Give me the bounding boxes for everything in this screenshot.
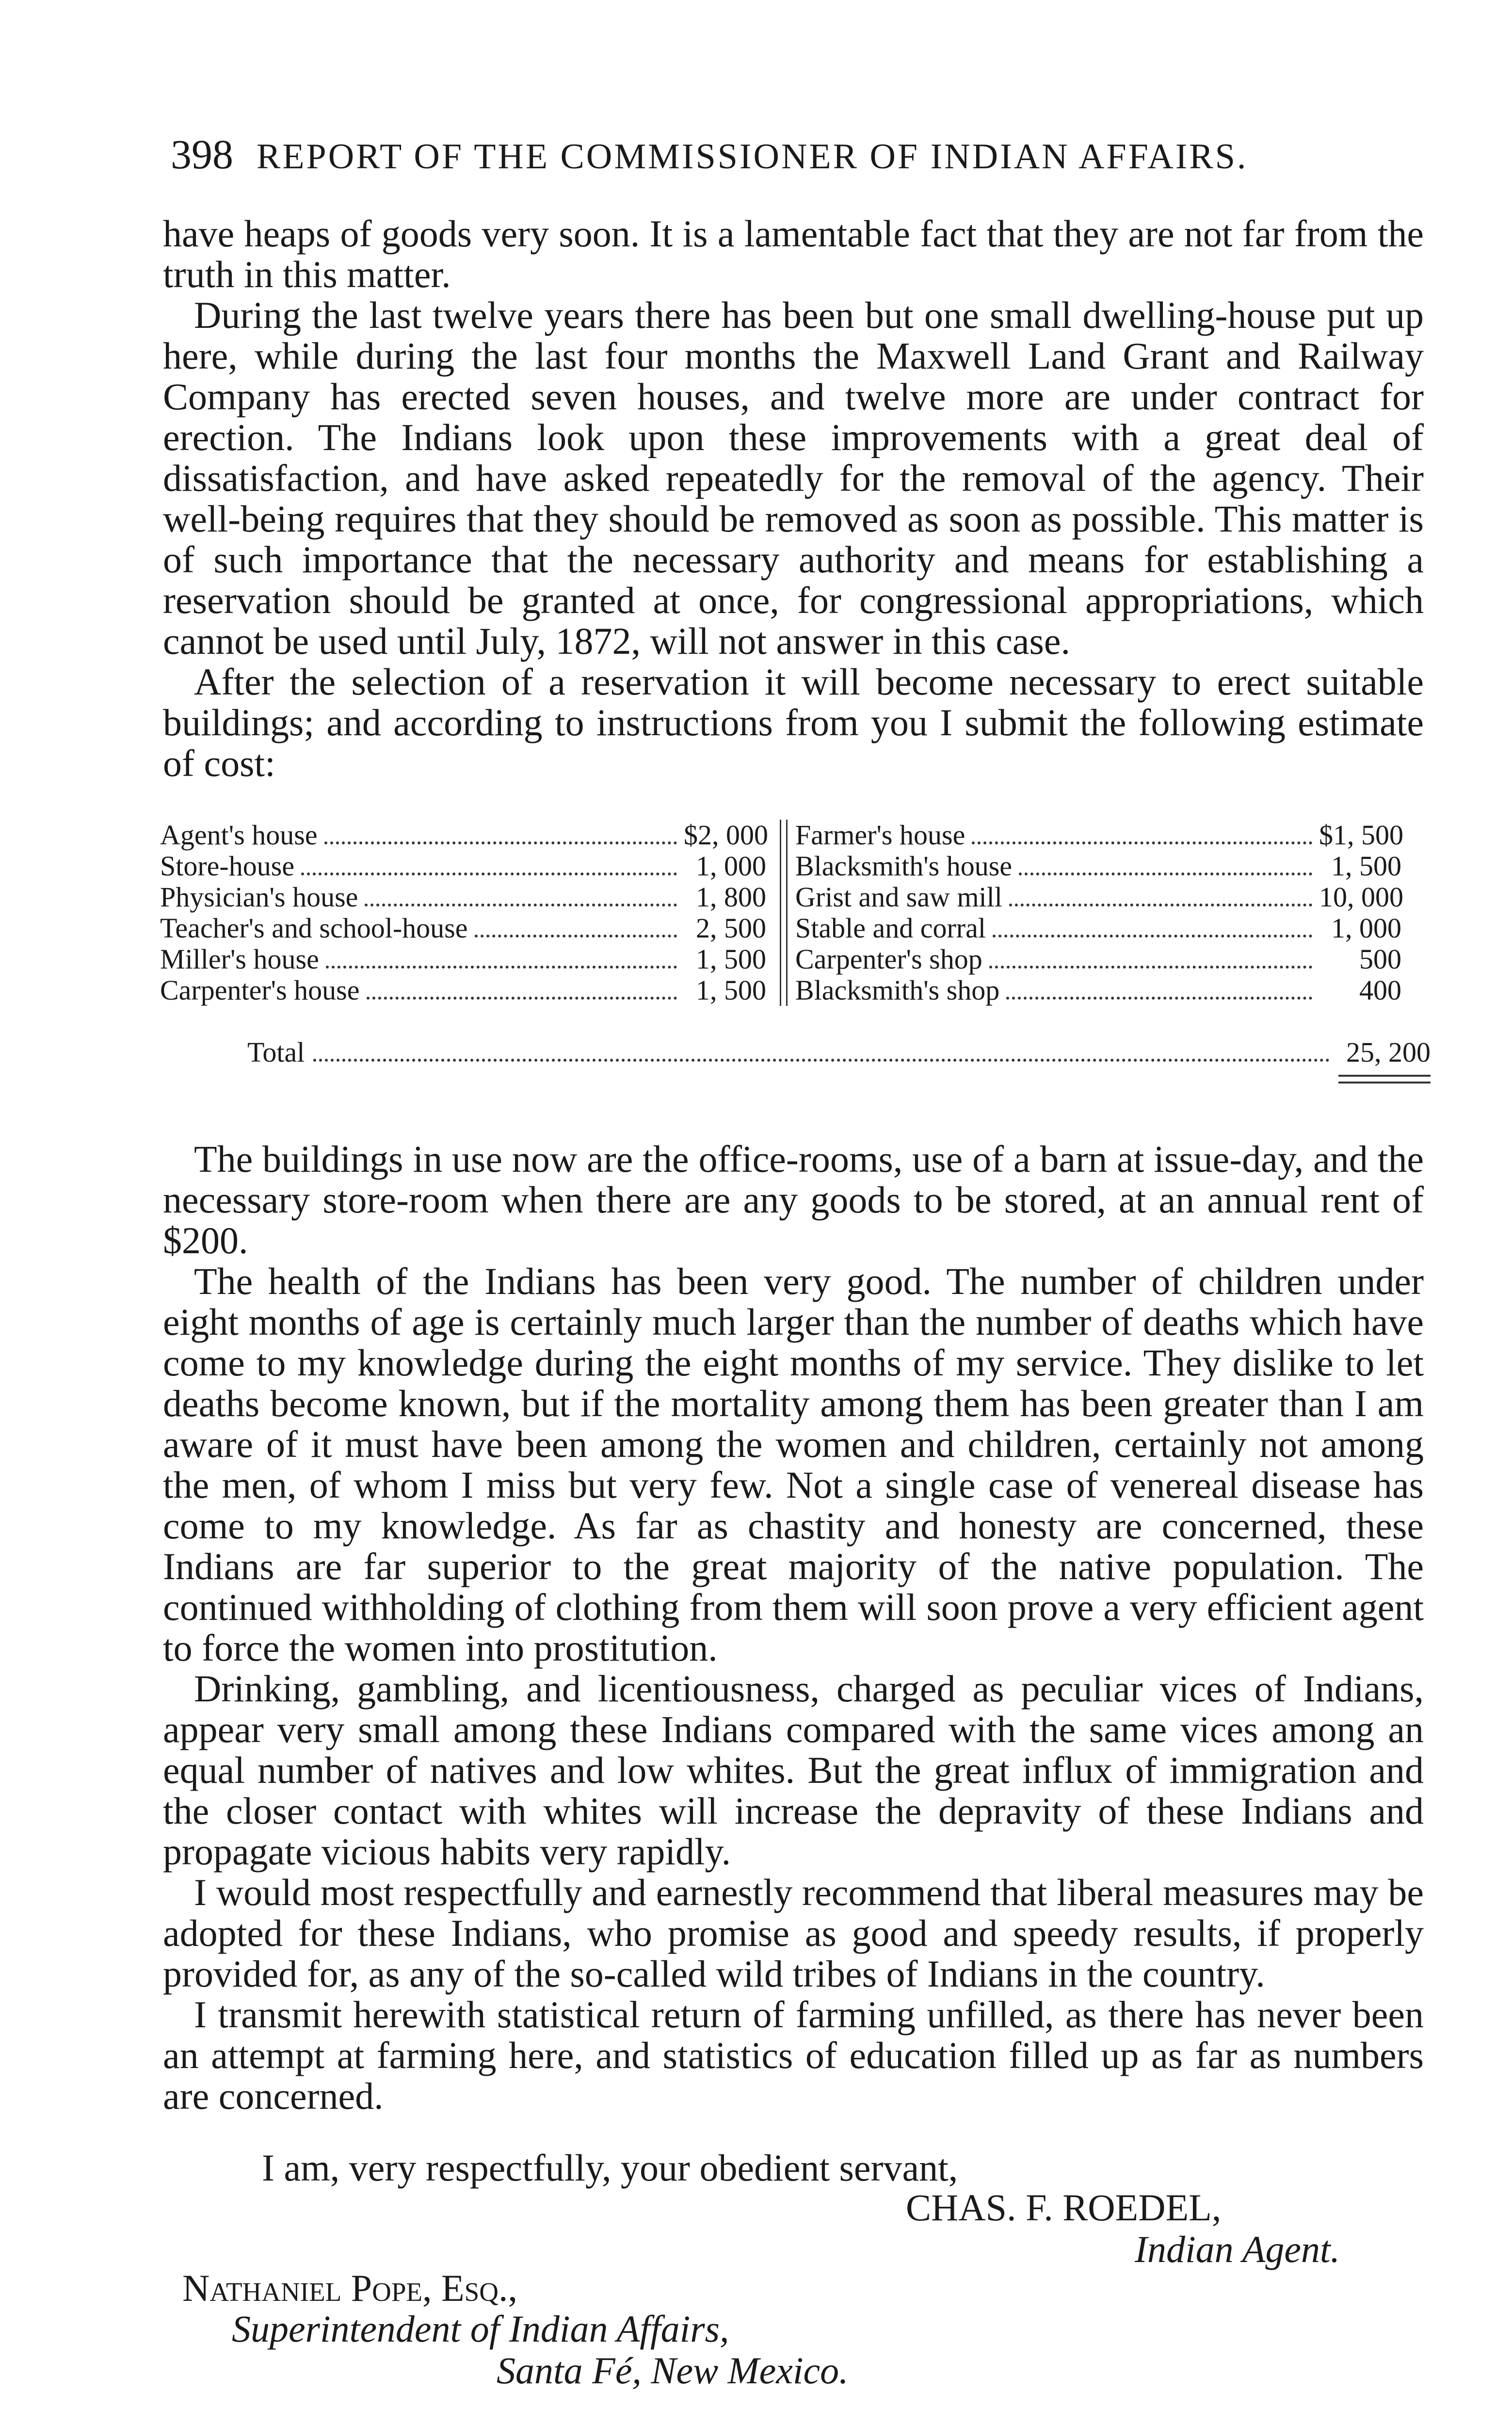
cost-amount: $1, 500	[1319, 819, 1403, 851]
cost-row	[795, 975, 1401, 1006]
cost-amount: 10, 000	[1319, 881, 1403, 913]
cost-row	[160, 975, 766, 1006]
paragraph: I would most respectfully and earnestly recommend that liberal measures may be adopted for these Indians, who promise as good and speedy results, if properly provided for, as any of the so-called wild tribes of Indians in the country.	[163, 1871, 1424, 1995]
cost-row	[795, 882, 1401, 913]
cost-label: Carpenter's house	[160, 974, 360, 1006]
cost-row	[160, 820, 766, 851]
paragraph: The buildings in use now are the office-rooms, use of a barn at issue-day, and the necessary store-room when there are any goods to be stored, at an annual rent of $200.	[163, 1138, 1424, 1261]
cost-amount: $2, 000	[684, 819, 768, 851]
cost-amount: 1, 000	[696, 850, 766, 882]
cost-row	[160, 882, 766, 913]
cost-row	[160, 944, 766, 975]
total-amount: 25, 200	[1346, 1036, 1431, 1068]
cost-label: Grist and saw mill	[795, 881, 1002, 913]
cost-row	[160, 913, 766, 944]
leader-dots	[993, 935, 1312, 938]
leader-dots	[1009, 904, 1312, 906]
cost-amount: 1, 500	[696, 974, 766, 1006]
cost-total-row	[247, 1036, 1431, 1068]
paragraph: I transmit herewith statistical return of farming unfilled, as there has never been an attempt at farming here, and statistics of education filled up as far as numbers are concerned.	[163, 1993, 1424, 2117]
leader-dots	[475, 935, 677, 938]
page-header	[171, 130, 1432, 178]
paragraph: During the last twelve years there has been but one small dwelling-house put up here, while during the last four months the Maxwell Land Grant and Railway Company has erected seven houses, and twelve more are under contract for erection. The Indians look upon these improvements with a great deal of dissatisfaction, and have asked repeatedly for the removal of the agency. Their well-being requires that they should be removed as soon as possible. This matter is of such importance that the necessary authority and means for establishing a reservation should be granted at once, for congressional appropriations, which cannot be used until July, 1872, will not answer in this case.	[163, 294, 1424, 662]
addressee-name: Nathaniel Pope, Esq.,	[182, 2267, 517, 2309]
running-title: REPORT OF THE COMMISSIONER OF INDIAN AFFAIRS.	[257, 137, 1248, 177]
signature-title: Indian Agent.	[1135, 2228, 1340, 2270]
cost-label: Teacher's and school-house	[160, 912, 468, 944]
cost-amount: 400	[1359, 974, 1401, 1006]
paragraph: The health of the Indians has been very good. The number of children under eight months of age is certainly much larger than the number of deaths which have come to my knowledge during the eight months of my service. They dislike to let deaths become known, but if the mortality among them has been greater than I am aware of it must have been among the women and children, certainly not among the men, of whom I miss but very few. Not a single case of venereal disease has come to my knowledge. As far as chastity and honesty are concerned, these Indians are far superior to the great majority of the native population. The continued withholding of clothing from them will soon prove a very efficient agent to force the women into prostitution.	[163, 1260, 1424, 1669]
leader-dots	[1006, 997, 1312, 1000]
closing-line: I am, very respectfully, your obedient servant,	[262, 2147, 958, 2189]
cost-amount: 1, 000	[1331, 912, 1401, 944]
page-number: 398	[171, 131, 233, 178]
leader-dots	[301, 873, 677, 875]
leader-dots	[313, 1059, 1330, 1062]
cost-row	[795, 913, 1401, 944]
cost-label: Agent's house	[160, 819, 318, 851]
body-text-top	[163, 213, 1424, 784]
cost-label: Farmer's house	[795, 819, 965, 851]
double-rule	[1338, 1075, 1431, 1083]
cost-row	[795, 851, 1401, 882]
cost-amount: 2, 500	[696, 912, 766, 944]
leader-dots	[989, 966, 1312, 969]
cost-amount: 1, 500	[1331, 850, 1401, 882]
column-divider	[780, 820, 788, 1006]
cost-amount: 1, 500	[696, 943, 766, 975]
cost-label: Blacksmith's house	[795, 850, 1013, 882]
cost-label: Carpenter's shop	[795, 943, 982, 975]
cost-column-right	[795, 820, 1401, 1006]
cost-row	[160, 851, 766, 882]
leader-dots	[324, 841, 677, 844]
cost-amount: 1, 800	[696, 881, 766, 913]
leader-dots	[367, 997, 677, 1000]
signature-name: CHAS. F. ROEDEL,	[906, 2186, 1222, 2229]
cost-label: Blacksmith's shop	[795, 974, 1000, 1006]
cost-row	[795, 820, 1401, 851]
cost-label: Stable and corral	[795, 912, 986, 944]
leader-dots	[1019, 873, 1312, 875]
leader-dots	[972, 841, 1312, 844]
leader-dots	[365, 904, 677, 906]
cost-amount: 500	[1359, 943, 1401, 975]
total-label: Total	[247, 1036, 305, 1068]
addressee-title: Superintendent of Indian Affairs,	[232, 2308, 729, 2350]
paragraph: Drinking, gambling, and licentiousness, charged as peculiar vices of Indians, appear very small among these Indians compared with the same vices among an equal number of natives and low whites. But the great influx of immigration and the closer contact with whites will increase the depravity of these Indians and propagate vicious habits very rapidly.	[163, 1667, 1424, 1873]
cost-label: Miller's house	[160, 943, 319, 975]
addressee-place: Santa Fé, New Mexico.	[497, 2349, 849, 2392]
cost-label: Store-house	[160, 850, 295, 882]
body-text-bottom	[163, 1139, 1424, 2117]
cost-column-left	[160, 820, 766, 1006]
cost-row	[795, 944, 1401, 975]
cost-label: Physician's house	[160, 881, 358, 913]
leader-dots	[326, 966, 677, 969]
paragraph: After the selection of a reservation it will become necessary to erect suitable buildings; and according to instructions from you I submit the following estimate of cost:	[163, 661, 1424, 784]
paragraph: have heaps of goods very soon. It is a lamentable fact that they are not far from the truth in this matter.	[163, 212, 1424, 295]
